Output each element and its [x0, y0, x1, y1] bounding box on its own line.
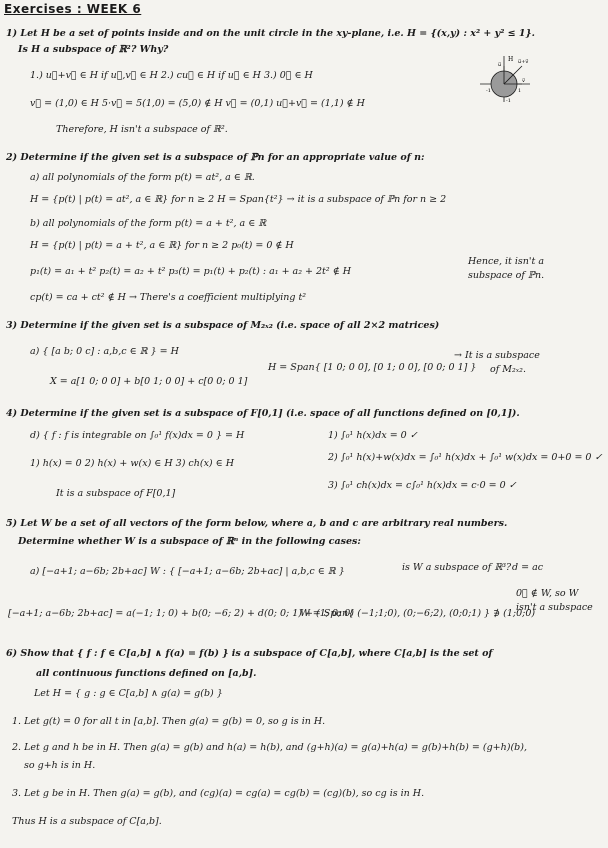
solution-line: 0⃗ ∉ W, so W — [516, 588, 579, 599]
solution-line: H = {p(t) | p(t) = at², a ∈ ℝ} for n ≥ 2 H = Span{t²} → it is a subspace of ℙn for n ≥ 2 — [30, 194, 447, 205]
fig-label-v: v⃗ — [522, 78, 525, 84]
solution-line: a) { [a b; 0 c] : a,b,c ∈ ℝ } = H — [30, 346, 179, 357]
solution-line: b) all polynomials of the form p(t) = a + t², a ∈ ℝ — [30, 218, 267, 229]
fig-label-minus-one-x: -1 — [486, 88, 491, 94]
solution-line: a) all polynomials of the form p(t) = at², a ∈ ℝ. — [30, 172, 255, 183]
solution-line: Let H = { g : g ∈ C[a,b] ∧ g(a) = g(b) } — [34, 688, 223, 699]
fig-label-h: H — [508, 56, 514, 63]
solution-line: [−a+1; a−6b; 2b+ac] = a(−1; 1; 0) + b(0; −6; 2) + d(0; 0; 1) + (1; 0; 0) — [8, 608, 354, 619]
question-line: 5) Let W be a set of all vectors of the form below, where a, b and c are arbitrary real numbers. — [6, 518, 508, 529]
fig-label-minus-one-y: -1 — [506, 98, 511, 104]
solution-line: It is a subspace of F[0,1] — [56, 488, 176, 499]
solution-line: H = {p(t) | p(t) = a + t², a ∈ ℝ} for n ≥ 2 p₀(t) = 0 ∉ H — [30, 240, 294, 251]
solution-line: 3) ∫₀¹ ch(x)dx = c∫₀¹ h(x)dx = c·0 = 0 ✓ — [328, 480, 517, 491]
solution-line: p₁(t) = a₁ + t² p₂(t) = a₂ + t² p₃(t) = p₁(t) + p₂(t) : a₁ + a₂ + 2t² ∉ H — [30, 266, 352, 277]
page-title: Exercises : WEEK 6 — [4, 2, 142, 16]
solution-line: X = a[1 0; 0 0] + b[0 1; 0 0] + c[0 0; 0 1] — [50, 376, 248, 387]
solution-line: d = ac — [512, 562, 544, 573]
solution-line: 1.) u⃗+v⃗ ∈ H if u⃗,v⃗ ∈ H 2.) cu⃗ ∈ H if u⃗ ∈ H 3.) 0⃗ ∈ H — [30, 70, 313, 81]
solution-line: Therefore, H isn't a subspace of ℝ². — [56, 124, 228, 135]
question-line: 2) Determine if the given set is a subspace of ℙn for an appropriate value of n: — [6, 152, 425, 163]
solution-line: 3. Let g be in H. Then g(a) = g(b), and (cg)(a) = cg(a) = cg(b) = (cg)(b), so cg is in H. — [12, 788, 425, 799]
solution-line: Hence, it isn't a — [468, 256, 545, 267]
solution-line: of M₂ₓ₂. — [490, 364, 526, 375]
solution-line: isn't a subspace — [516, 602, 593, 613]
question-line: 1) Let H be a set of points inside and on the unit circle in the xy-plane, i.e. H = {(x,y) : x² + y² ≤ 1}. — [6, 28, 535, 39]
solution-line: d) { f : f is integrable on ∫₀¹ f(x)dx = 0 } = H — [30, 430, 245, 441]
solution-line: W : { [−a+1; a−6b; 2b+ac] | a,b,c ∈ ℝ } — [150, 566, 345, 577]
solution-line: a) [−a+1; a−6b; 2b+ac] — [30, 566, 147, 577]
solution-line: 2. Let g and h be in H. Then g(a) = g(b) and h(a) = h(b), and (g+h)(a) = g(a)+h(a) = g(b)+h(b) = (g+h)(b), — [12, 742, 527, 753]
question-line: Is H a subspace of ℝ²? Why? — [18, 44, 169, 55]
solution-line: W = Span{ (−1;1;0), (0;−6;2), (0;0;1) } ∌ (1;0;0) — [300, 608, 536, 619]
fig-label-u: u⃗ — [498, 62, 502, 68]
solution-line: 2) ∫₀¹ h(x)+w(x)dx = ∫₀¹ h(x)dx + ∫₀¹ w(x)dx = 0+0 = 0 ✓ — [328, 452, 603, 463]
solution-line: cp(t) = ca + ct² ∉ H → There's a coefficient multiplying t² — [30, 292, 307, 303]
solution-line: so g+h is in H. — [24, 760, 96, 771]
question-line: 3) Determine if the given set is a subspace of M₂ₓ₂ (i.e. space of all 2×2 matrices) — [6, 320, 440, 331]
solution-line: H = Span{ [1 0; 0 0], [0 1; 0 0], [0 0; 0 1] } — [268, 362, 477, 373]
question-line: Determine whether W is a subspace of ℝⁿ in the following cases: — [18, 536, 361, 547]
solution-line: 1) ∫₀¹ h(x)dx = 0 ✓ — [328, 430, 418, 441]
solution-line: 1) h(x) = 0 2) h(x) + w(x) ∈ H 3) ch(x) ∈ H — [30, 458, 234, 469]
solution-line: Thus H is a subspace of C[a,b]. — [12, 816, 162, 827]
solution-line: v⃗ = (1,0) ∈ H 5·v⃗ = 5(1,0) = (5,0) ∉ H v⃗ = (0,1) u⃗+v⃗ = (1,1) ∉ H — [30, 98, 365, 109]
question-line: 6) Show that { f : f ∈ C[a,b] ∧ f(a) = f(b) } is a subspace of C[a,b], where C[a,b] is the set of — [6, 648, 493, 659]
question-line: all continuous functions defined on [a,b]. — [36, 668, 257, 679]
unit-circle-figure — [476, 52, 532, 104]
solution-line: subspace of ℙn. — [468, 270, 545, 281]
question-line: 4) Determine if the given set is a subspace of F[0,1] (i.e. space of all functions defined on [0,1]). — [6, 408, 520, 419]
solution-line: 1. Let g(t) = 0 for all t in [a,b]. Then g(a) = g(b) = 0, so g is in H. — [12, 716, 326, 727]
solution-line: is W a subspace of ℝ³? — [402, 562, 512, 573]
solution-line: → It is a subspace — [454, 350, 540, 361]
fig-label-one: 1 — [518, 88, 522, 94]
fig-label-u-plus-v: u⃗+v⃗ — [518, 59, 529, 65]
